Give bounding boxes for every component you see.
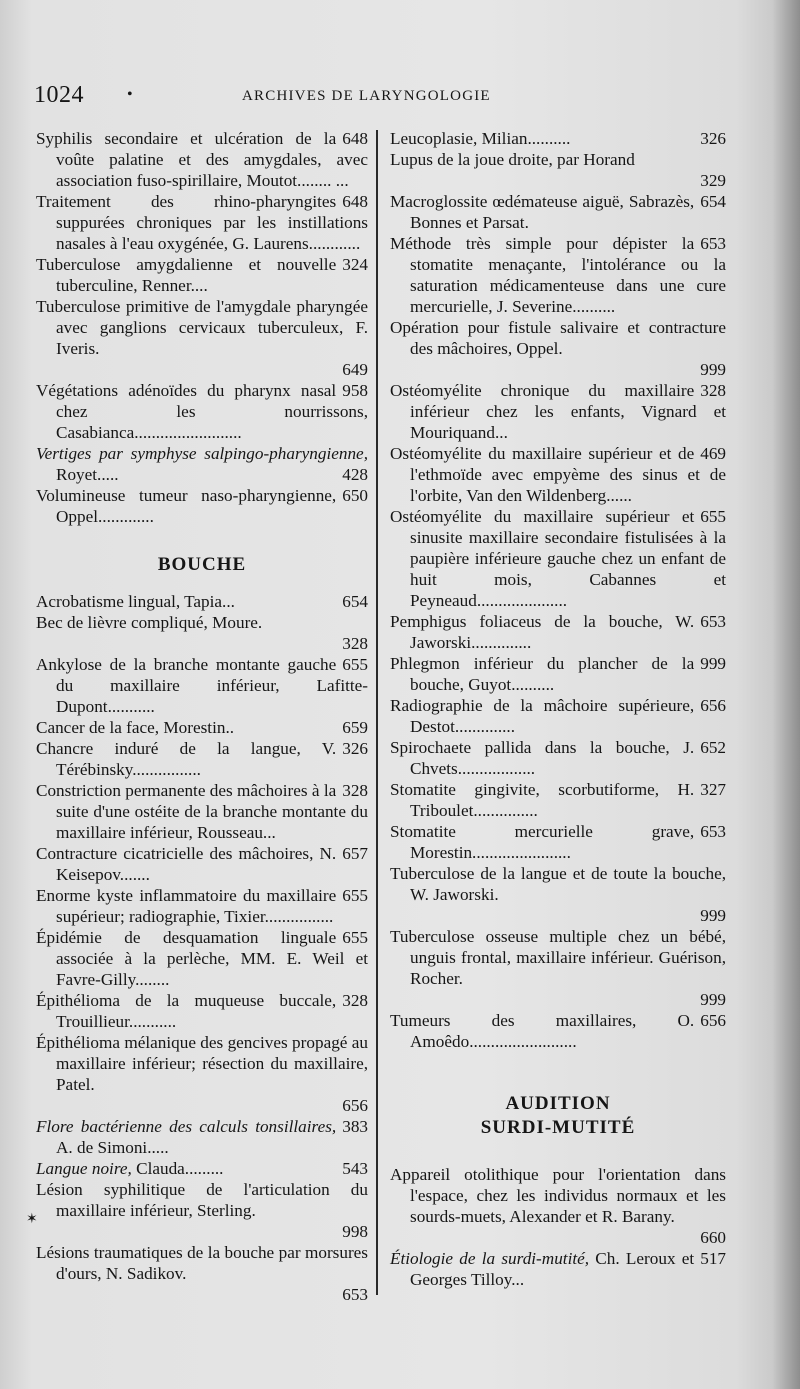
entry-text: Opération pour fistule salivaire et contracture des mâchoires, Oppel. — [390, 318, 726, 358]
index-entry — [36, 191, 368, 254]
entry-text: Enorme kyste inflammatoire du maxillaire supérieur; radiographie, Tixier................ — [36, 886, 337, 926]
index-entry — [36, 128, 368, 191]
entry-text: Cancer de la face, Morestin.. — [36, 718, 235, 737]
index-entry — [390, 317, 726, 380]
index-group-bouche-continued — [390, 128, 726, 1052]
entry-text: Épidémie de desquamation linguale associée à la perlèche, MM. E. Weil et Favre-Gilly........ — [36, 928, 368, 989]
entry-text: Acrobatisme lingual, Tapia... — [36, 592, 235, 611]
entry-page-number: 999 — [700, 654, 726, 673]
index-entry — [390, 821, 726, 863]
entry-text: Macroglossite œdémateuse aiguë, Sabrazès, Bonnes et Parsat. — [390, 192, 695, 232]
index-entry — [36, 843, 368, 885]
entry-page-number: 657 — [342, 844, 368, 863]
index-entry — [390, 737, 726, 779]
entry-page-number: 998 — [342, 1222, 368, 1241]
entry-page-number: 999 — [700, 990, 726, 1009]
index-entry — [390, 380, 726, 443]
entry-page-number: 655 — [342, 886, 368, 905]
entry-text: Ostéomyélite chronique du maxillaire inférieur chez les enfants, Vignard et Mouriquand... — [390, 381, 726, 442]
index-entry — [36, 254, 368, 296]
entry-text: Lupus de la joue droite, par Horand — [390, 150, 635, 169]
index-entry — [390, 653, 726, 695]
index-entry — [390, 926, 726, 1010]
entry-text: Constriction permanente des mâchoires à la suite d'une ostéite de la branche montante du maxillaire inférieur, Rousseau... — [36, 781, 368, 842]
entry-text: Ch. Leroux et Georges Tilloy... — [410, 1249, 695, 1289]
section-title-audition-line2: SURDI-MUTITÉ — [480, 1117, 636, 1138]
index-group-bouche — [36, 591, 368, 1305]
entry-italic-title: Vertiges par symphyse salpingo-pharyngienne, — [36, 444, 368, 463]
entry-page-number: 428 — [342, 465, 368, 484]
index-entry — [36, 485, 368, 527]
index-entry — [36, 1242, 368, 1305]
entry-page-number: 655 — [342, 655, 368, 674]
entry-text: Traitement des rhino-pharyngites suppurées chroniques par les instillations nasales à l'eau oxygénée, G. Laurens............ — [36, 192, 368, 253]
entry-text: Tumeurs des maxillaires, O. Amoêdo......................... — [390, 1011, 695, 1051]
entry-page-number: 649 — [342, 360, 368, 379]
entry-text: Phlegmon inférieur du plancher de la bouche, Guyot.......... — [390, 654, 695, 694]
entry-page-number: 654 — [342, 592, 368, 611]
entry-text: Syphilis secondaire et ulcération de la voûte palatine et des amygdales, avec association fuso-spirillaire, Moutot........ ... — [36, 129, 368, 190]
entry-page-number: 999 — [700, 906, 726, 925]
entry-page-number: 653 — [700, 822, 726, 841]
entry-text: Contracture cicatricielle des mâchoires, N. Keisepov....... — [36, 844, 337, 884]
entry-italic-title: Langue noire, — [36, 1159, 132, 1178]
index-entry — [36, 1158, 368, 1179]
section-title-audition-line1: AUDITION — [505, 1093, 611, 1114]
index-entry — [36, 296, 368, 380]
entry-italic-title: Flore bactérienne des calculs tonsillaires, — [36, 1117, 337, 1136]
entry-page-number: 328 — [342, 991, 368, 1010]
index-entry — [390, 128, 726, 149]
entry-page-number: 655 — [700, 507, 726, 526]
entry-page-number: 656 — [700, 696, 726, 715]
column-divider — [376, 130, 378, 1295]
running-title: ARCHIVES DE LARYNGOLOGIE — [242, 88, 491, 104]
entry-page-number: 653 — [700, 612, 726, 631]
left-column — [36, 128, 368, 1305]
index-entry — [390, 863, 726, 926]
index-entry — [36, 780, 368, 843]
entry-page-number: 326 — [700, 129, 726, 148]
entry-page-number: 328 — [700, 381, 726, 400]
entry-text: Tuberculose osseuse multiple chez un bébé, unguis frontal, maxillaire inférieur. Guérison, Rocher. — [390, 927, 726, 988]
entry-text: Végétations adénoïdes du pharynx nasal chez les nourrissons, Casabianca......................... — [36, 381, 368, 442]
entry-page-number: 656 — [700, 1011, 726, 1030]
entry-text: Tuberculose amygdalienne et nouvelle tuberculine, Renner.... — [36, 255, 337, 295]
entry-text: Tuberculose primitive de l'amygdale pharyngée avec ganglions cervicaux tuberculeux, F. Iveris. — [36, 297, 368, 358]
entry-page-number: 648 — [342, 129, 368, 148]
index-entry — [36, 380, 368, 443]
entry-text: Lésions traumatiques de la bouche par morsures d'ours, N. Sadikov. — [36, 1243, 368, 1283]
index-entry — [36, 717, 368, 738]
index-entry — [390, 1164, 726, 1248]
index-entry — [390, 695, 726, 737]
entry-text: Clauda......... — [131, 1159, 224, 1178]
entry-text: Appareil otolithique pour l'orientation dans l'espace, chez les individus normaux et les sourds-muets, Alexander et R. Barany. — [390, 1165, 726, 1226]
entry-text: Ostéomyélite du maxillaire supérieur et de l'ethmoïde avec empyème des sinus et de l'orbite, Van den Wildenberg...... — [390, 444, 726, 505]
entry-text: Spirochaete pallida dans la bouche, J. Chvets.................. — [390, 738, 695, 778]
entry-page-number: 999 — [700, 360, 726, 379]
index-entry — [36, 612, 368, 654]
index-entry — [36, 654, 368, 717]
entry-page-number: 383 — [342, 1117, 368, 1136]
entry-page-number: 328 — [342, 634, 368, 653]
index-entry — [36, 885, 368, 927]
entry-page-number: 653 — [700, 234, 726, 253]
entry-text: Méthode très simple pour dépister la stomatite menaçante, l'intolérance ou la saturation médicamenteuse dans une cure mercurielle, J. Severine.......... — [390, 234, 726, 316]
index-entry — [390, 1248, 726, 1290]
entry-page-number: 655 — [342, 928, 368, 947]
entry-text: Ostéomyélite du maxillaire supérieur et sinusite maxillaire secondaire fistulisées à la paupière inférieure gauche chez un enfant de huit mois, Cabannes et Peyneaud..................... — [390, 507, 726, 610]
entry-page-number: 324 — [342, 255, 368, 274]
entry-page-number: 328 — [342, 781, 368, 800]
index-entry — [36, 738, 368, 780]
index-entry — [390, 1010, 726, 1052]
entry-page-number: 660 — [700, 1228, 726, 1247]
entry-text: Épithélioma mélanique des gencives propagé au maxillaire inférieur; résection du maxillaire, Patel. — [36, 1033, 368, 1094]
index-entry — [390, 443, 726, 506]
section-title-bouche: BOUCHE — [157, 554, 247, 575]
index-entry — [390, 779, 726, 821]
entry-text: Chancre induré de la langue, V. Térébinsky................ — [36, 739, 337, 779]
page-header — [0, 82, 800, 112]
index-entry — [390, 233, 726, 317]
entry-text: Royet..... — [56, 465, 119, 484]
entry-page-number: 656 — [342, 1096, 368, 1115]
entry-page-number: 652 — [700, 738, 726, 757]
index-entry — [390, 506, 726, 611]
index-entry — [36, 591, 368, 612]
entry-page-number: 543 — [342, 1159, 368, 1178]
entry-text: Volumineuse tumeur naso-pharyngienne, Oppel............. — [36, 486, 337, 526]
right-column — [390, 128, 726, 1290]
index-entry — [36, 1116, 368, 1158]
margin-mark: ✶ — [26, 1212, 38, 1227]
entry-text: Ankylose de la branche montante gauche du maxillaire inférieur, Lafitte-Dupont........... — [36, 655, 368, 716]
entry-page-number: 326 — [342, 739, 368, 758]
index-entry — [390, 149, 726, 191]
entry-page-number: 958 — [342, 381, 368, 400]
entry-page-number: 650 — [342, 486, 368, 505]
index-entry — [390, 611, 726, 653]
index-entry — [36, 1032, 368, 1116]
entry-page-number: 654 — [700, 192, 726, 211]
section-title-audition — [390, 1092, 726, 1140]
entry-text: Stomatite gingivite, scorbutiforme, H. Triboulet............... — [390, 780, 695, 820]
page-number: 1024 — [34, 82, 84, 108]
entry-text: Tuberculose de la langue et de toute la bouche, W. Jaworski. — [390, 864, 726, 904]
entry-text: Radiographie de la mâchoire supérieure, Destot.............. — [390, 696, 695, 736]
entry-page-number: 517 — [700, 1249, 726, 1268]
index-entry — [36, 1179, 368, 1242]
index-group-pharynx — [36, 128, 368, 527]
entry-text: Bec de lièvre compliqué, Moure. — [36, 613, 263, 632]
entry-italic-title: Étiologie de la surdi-mutité, — [390, 1249, 590, 1268]
index-entry — [36, 443, 368, 485]
binding-shadow — [772, 0, 800, 1389]
entry-page-number: 659 — [342, 718, 368, 737]
header-dot: • — [127, 86, 133, 103]
entry-text: Leucoplasie, Milian.......... — [390, 129, 571, 148]
index-entry — [390, 191, 726, 233]
entry-page-number: 327 — [700, 780, 726, 799]
entry-text: A. de Simoni..... — [56, 1138, 169, 1157]
entry-text: Stomatite mercurielle grave, Morestin....................... — [390, 822, 695, 862]
entry-page-number: 329 — [700, 171, 726, 190]
entry-text: Épithélioma de la muqueuse buccale, Trouillieur........... — [36, 991, 337, 1031]
entry-page-number: 653 — [342, 1285, 368, 1304]
entry-page-number: 648 — [342, 192, 368, 211]
index-entry — [36, 927, 368, 990]
entry-text: Pemphigus foliaceus de la bouche, W. Jaworski.............. — [390, 612, 695, 652]
entry-page-number: 469 — [700, 444, 726, 463]
entry-text: Lésion syphilitique de l'articulation du maxillaire inférieur, Sterling. — [36, 1180, 368, 1220]
index-entry — [36, 990, 368, 1032]
index-group-audition — [390, 1164, 726, 1290]
